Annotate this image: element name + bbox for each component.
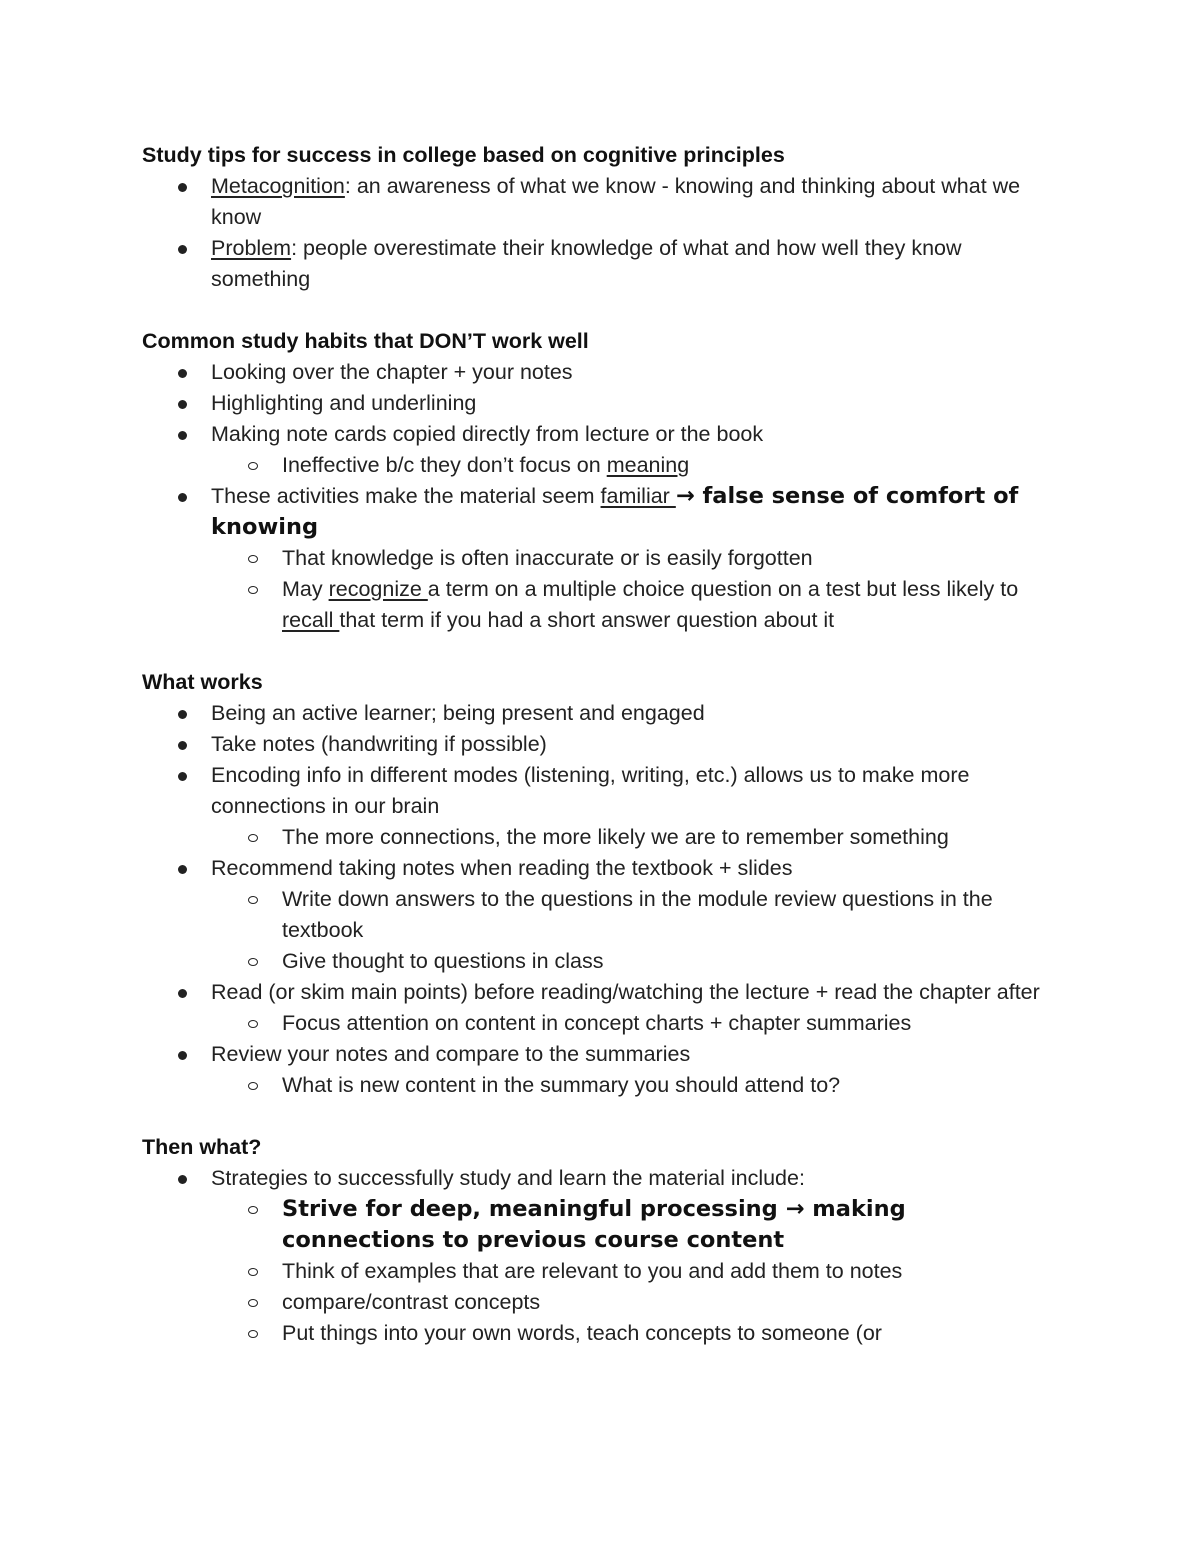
list-item-text: May — [282, 577, 329, 601]
section-then-what — [142, 1132, 1062, 1349]
list-item — [142, 729, 1062, 760]
sub-list-item — [142, 543, 1062, 574]
term-recall: recall — [282, 608, 340, 632]
sub-list-item — [142, 574, 1062, 636]
list-item — [142, 853, 1062, 884]
emphasis-text: Strive for deep, meaningful processing → making connections to previous course content — [282, 1196, 906, 1253]
sub-list-item — [142, 1287, 1062, 1318]
sub-list-item — [142, 822, 1062, 853]
list-item-text: Put things into your own words, teach concepts to someone (or — [282, 1321, 882, 1345]
section-heading: What works — [142, 670, 263, 694]
list-item — [142, 1163, 1062, 1194]
list-item — [142, 1039, 1062, 1070]
section-heading: Common study habits that DON’T work well — [142, 329, 589, 353]
list-item-text: Highlighting and underlining — [211, 391, 477, 415]
sub-list-item — [142, 450, 1062, 481]
list-item-text: Encoding info in different modes (listening, writing, etc.) allows us to make more connections in our brain — [211, 763, 970, 818]
section-habits-dont-work — [142, 326, 1062, 636]
sub-list-item — [142, 1318, 1062, 1349]
sub-list-item — [142, 1070, 1062, 1101]
list-item-text: The more connections, the more likely we are to remember something — [282, 825, 949, 849]
sub-list-item — [142, 1194, 1062, 1256]
list-item-text: a term on a multiple choice question on a test but less likely to — [427, 577, 1019, 601]
list-item — [142, 171, 1062, 233]
list-item-text: Give thought to questions in class — [282, 949, 604, 973]
list-item — [142, 481, 1062, 543]
section-study-tips — [142, 140, 1062, 295]
term-meaning: meaning — [606, 453, 690, 477]
list-item-text: that term if you had a short answer question about it — [339, 608, 835, 632]
list-item — [142, 977, 1062, 1008]
list-item-text: Ineffective b/c they don’t focus on — [282, 453, 607, 477]
list-item — [142, 357, 1062, 388]
list-item-text: Take notes (handwriting if possible) — [211, 732, 547, 756]
list-item-text: compare/contrast concepts — [282, 1290, 541, 1314]
list-item-text: Making note cards copied directly from lecture or the book — [211, 422, 764, 446]
list-item-text: : an awareness of what we know - knowing and thinking about what we know — [211, 174, 1021, 229]
sub-list-item — [142, 1256, 1062, 1287]
list-item — [142, 388, 1062, 419]
list-item-text: What is new content in the summary you should attend to? — [282, 1073, 841, 1097]
list-item-text: That knowledge is often inaccurate or is easily forgotten — [282, 546, 813, 570]
list-item — [142, 233, 1062, 295]
list-item-text: Looking over the chapter + your notes — [211, 360, 573, 384]
section-what-works — [142, 667, 1062, 1101]
list-item-text: Recommend taking notes when reading the textbook + slides — [211, 856, 793, 880]
term-familiar: familiar — [600, 484, 676, 508]
sub-list-item — [142, 1008, 1062, 1039]
list-item-text: Focus attention on content in concept charts + chapter summaries — [282, 1011, 912, 1035]
document-page — [142, 140, 1062, 1380]
list-item — [142, 698, 1062, 729]
section-heading: Study tips for success in college based on cognitive principles — [142, 143, 785, 167]
list-item-text: Read (or skim main points) before reading/watching the lecture + read the chapter after — [211, 980, 1040, 1004]
list-item-text: Write down answers to the questions in the module review questions in the textbook — [282, 887, 993, 942]
term-recognize: recognize — [328, 577, 428, 601]
term-problem: Problem — [211, 236, 292, 260]
list-item-text: : people overestimate their knowledge of what and how well they know something — [211, 236, 962, 291]
term-metacognition: Metacognition — [211, 174, 345, 198]
list-item-text: Think of examples that are relevant to you and add them to notes — [282, 1259, 903, 1283]
list-item — [142, 419, 1062, 450]
list-item-text: Review your notes and compare to the summaries — [211, 1042, 691, 1066]
list-item-text: These activities make the material seem — [211, 484, 601, 508]
emphasis-text: → false sense of comfort of knowing — [211, 483, 1019, 540]
list-item-text: Being an active learner; being present and engaged — [211, 701, 705, 725]
sub-list-item — [142, 946, 1062, 977]
list-item — [142, 760, 1062, 822]
list-item-text: Strategies to successfully study and learn the material include: — [211, 1166, 805, 1190]
section-heading: Then what? — [142, 1135, 262, 1159]
sub-list-item — [142, 884, 1062, 946]
